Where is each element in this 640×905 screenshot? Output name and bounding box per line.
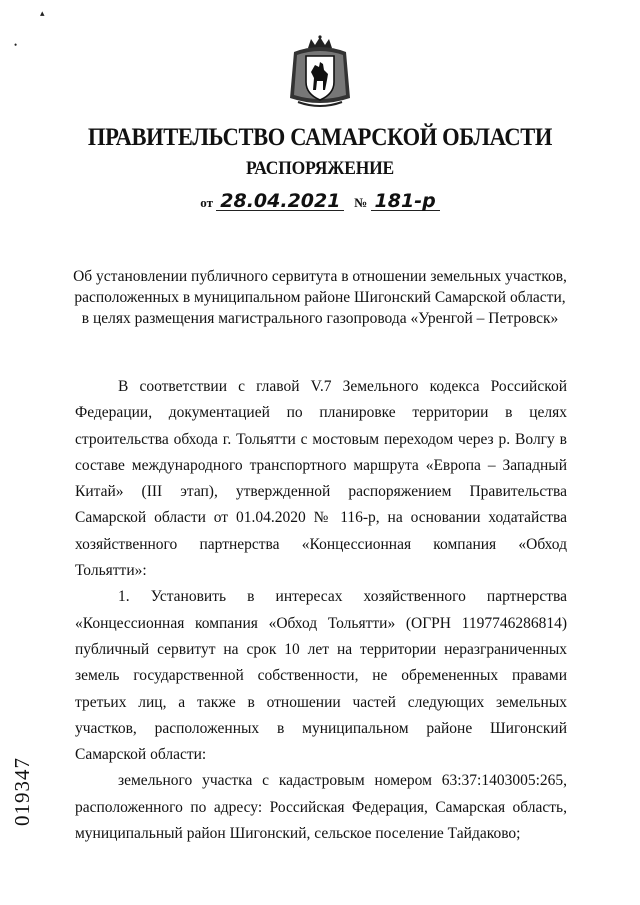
scan-mark: • [14, 40, 18, 50]
body-paragraph: 1. Установить в интересах хозяйственного партнерства «Концессионная компания «Обход Тольятти» (ОГРН 1197746286814) публичный сервитут на срок 10 лет на территории неразграниченных земель государственной собственности, не обремененных правами третьих лиц, а также в отношении частей следующих земельных участков, расположенных в муниципальном районе Шигонский Самарской области: [75, 588, 567, 764]
document-date: 28.04.2021 [216, 192, 344, 211]
number-prefix: № [354, 195, 368, 210]
subject-line: в целях размещения магистрального газопровода «Уренгой – Петровск» [81, 310, 559, 327]
document-body [75, 374, 567, 847]
date-number-line [0, 192, 640, 211]
coat-of-arms-icon [284, 34, 356, 112]
body-paragraph: В соответствии с главой V.7 Земельного кодекса Российской Федерации, документацией по планировке территории в целях строительства обхода г. Тольятти с мостовым переходом через р. Волгу в составе международного транспортного маршрута «Европа – Западный Китай» (III этап), утвержденной распоряжением Правительства Самарской области от 01.04.2020 № 116-р, на основании ходатайства хозяйственного партнерства «Концессионная компания «Обход Тольятти»: [75, 378, 567, 580]
document-type: РАСПОРЯЖЕНИЕ [245, 158, 395, 179]
document-number: 181-р [371, 192, 440, 211]
scan-mark: ▴ [40, 8, 45, 18]
organization-title: ПРАВИТЕЛЬСТВО САМАРСКОЙ ОБЛАСТИ [87, 124, 553, 151]
subject-line: Об установлении публичного сервитута в отношении земельных участков, [73, 268, 567, 285]
subject-line: расположенных в муниципальном районе Шигонский Самарской области, [74, 289, 566, 306]
side-serial-number: 019347 [10, 757, 34, 826]
date-prefix: от [200, 195, 214, 210]
body-paragraph: земельного участка с кадастровым номером 63:37:1403005:265, расположенного по адресу: Российская Федерация, Самарская область, муниципальный район Шигонский, сельское поселение Тайдаково; [75, 772, 567, 843]
document-subject [70, 266, 570, 329]
